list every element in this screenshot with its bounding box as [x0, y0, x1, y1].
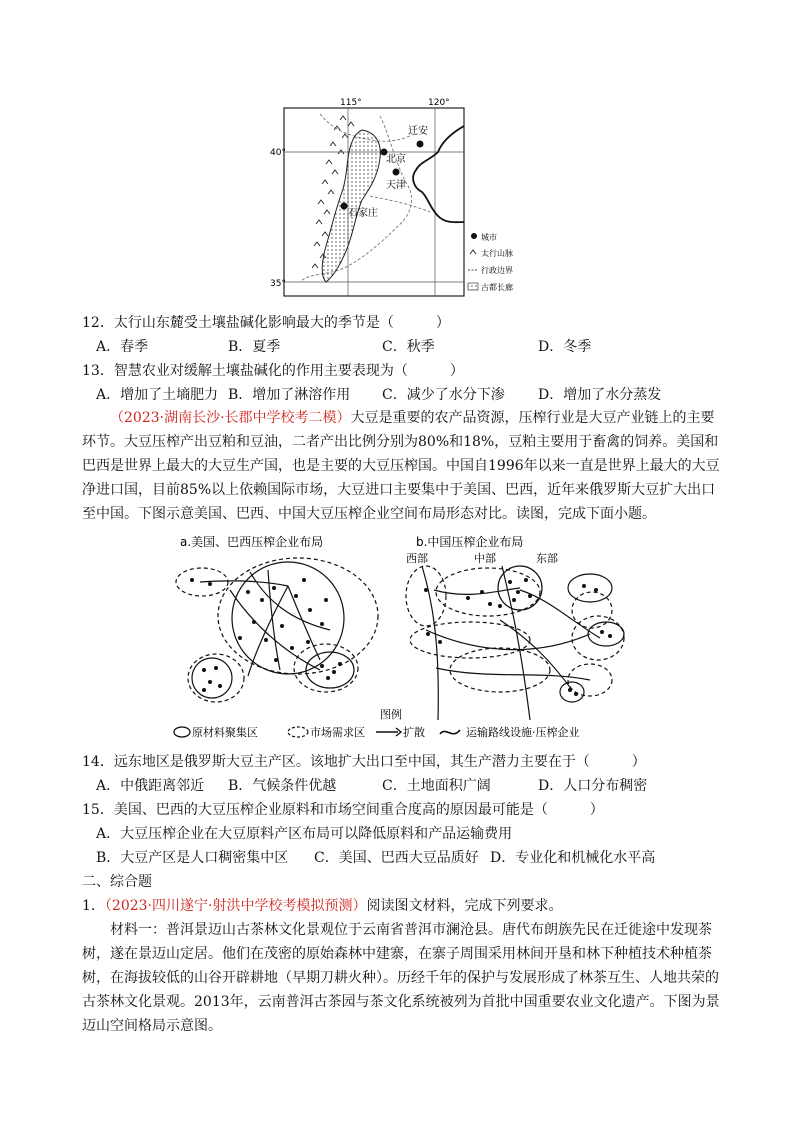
- q12-option-b[interactable]: B．夏季: [228, 339, 281, 355]
- section-2-heading: 二、综合题: [82, 874, 152, 890]
- q15-option-b[interactable]: B．大豆产区是人口稠密集中区: [96, 850, 289, 866]
- lat-label-40: 40°: [270, 148, 286, 158]
- q12-option-c[interactable]: C．秋季: [382, 339, 435, 355]
- city-shijiazhuang: 石家庄: [348, 208, 378, 219]
- question-1-header: [82, 896, 562, 916]
- legend-boundary: 行政边界: [481, 266, 513, 275]
- map-taihang-figure: [270, 96, 513, 302]
- q1-source: （2023·四川遂宁·射洪中学校考模拟预测）: [104, 898, 367, 914]
- city-beijing: 北京: [386, 154, 406, 165]
- q15-option-d[interactable]: D．专业化和机械化水平高: [490, 850, 656, 866]
- question-13-stem: 13．智慧农业对缓解土壤盐碱化的作用主要表现为（ ）: [82, 363, 464, 379]
- q1-material-1: 材料一：普洱景迈山古茶林文化景观位于云南省普洱市澜沧县。唐代布朗族先民在迁徙途中发现茶树，遂在景迈山定居。他们在茂密的原始森林中建寨，在寨子周围采用林间开垦和林下种植技术种植茶树，在海拔较低的山谷开辟耕地（早期刀耕火种）。历经千年的保护与发展形成了林茶互生、人地共荣的古茶林文化景观。2013年，云南普洱古茶园与茶文化系统被列为首批中国重要农业文化遗产。下图为景迈山空间格局示意图。: [82, 922, 720, 1034]
- q14-option-d[interactable]: D．人口分布稠密: [538, 778, 648, 794]
- q13-option-c[interactable]: C．减少了水分下渗: [382, 387, 505, 403]
- q15-option-c[interactable]: C．美国、巴西大豆品质好: [314, 850, 479, 866]
- map-taihang-svg: [270, 96, 513, 302]
- question-14-stem: 14．远东地区是俄罗斯大豆主产区。该地扩大出口至中国，其生产潜力主要在于（ ）: [82, 754, 646, 770]
- legend-market: 市场需求区: [310, 726, 365, 739]
- legend-diffusion: 扩散: [403, 726, 425, 739]
- city-qianan: 迁安: [408, 126, 428, 137]
- lon-label-115: 115°: [340, 98, 362, 108]
- city-tianjin: 天津: [386, 180, 406, 191]
- q1-intro: 阅读图文材料，完成下列要求。: [366, 898, 563, 914]
- lat-label-35: 35°: [270, 279, 286, 289]
- q14-option-b[interactable]: B．气候条件优越: [228, 778, 337, 794]
- q13-option-d[interactable]: D．增加了水分蒸发: [538, 387, 662, 403]
- q13-option-a[interactable]: A．增加了土墒肥力: [96, 387, 219, 403]
- q14-option-a[interactable]: A．中俄距离邻近: [96, 778, 205, 794]
- passage-text: 大豆是重要的农产品资源，压榨行业是大豆产业链上的主要环节。大豆压榨产出豆粕和豆油，二者产出比例分别为80%和18%，豆粕主要用于畜禽的饲养。美国和巴西是世界上最大的大豆生产国，也是主要的大豆压榨国。中国自1996年以来一直是世界上最大的大豆净进口国，目前85%以上依赖国际市场，大豆进口主要集中于美国、巴西，近年来俄罗斯大豆扩大出口至中国。下图示意美国、巴西、中国大豆压榨企业空间布局形态对比。读图，完成下面小题。: [82, 410, 720, 522]
- q13-option-b[interactable]: B．增加了淋溶作用: [228, 387, 351, 403]
- legend-title: 图例: [380, 708, 402, 721]
- q12-option-a[interactable]: A．春季: [96, 339, 149, 355]
- q14-option-c[interactable]: C．土地面积广阔: [382, 778, 491, 794]
- q1-number: 1．: [82, 898, 105, 914]
- passage-soybean: [82, 406, 722, 526]
- fig-title-b: b.中国压榨企业布局: [416, 535, 524, 549]
- legend-transport: 运输路线设施·压榨企业: [466, 726, 580, 739]
- region-central: 中部: [474, 552, 496, 565]
- passage-source: （2023·湖南长沙·长郡中学校考二模）: [110, 410, 351, 426]
- fig-title-a: a.美国、巴西压榨企业布局: [180, 535, 324, 549]
- region-west: 西部: [406, 552, 428, 565]
- q12-option-d[interactable]: D．冬季: [538, 339, 592, 355]
- question-15-stem: 15．美国、巴西的大豆压榨企业原料和市场空间重合度高的原因最可能是（ ）: [82, 802, 604, 818]
- legend-city: 城市: [481, 233, 497, 242]
- legend-raw-material: 原材料聚集区: [192, 726, 258, 739]
- legend-corridor: 古都长廊: [481, 283, 513, 292]
- soybean-layout-svg: [170, 530, 640, 742]
- lon-label-120: 120°: [428, 98, 450, 108]
- legend-taihang: 太行山脉: [481, 249, 513, 258]
- q15-option-a[interactable]: A．大豆压榨企业在大豆原料产区布局可以降低原料和产品运输费用: [96, 826, 513, 842]
- question-12-stem: 12．太行山东麓受土壤盐碱化影响最大的季节是（ ）: [82, 315, 450, 331]
- soybean-layout-figure: [170, 530, 640, 742]
- region-east: 东部: [536, 552, 558, 565]
